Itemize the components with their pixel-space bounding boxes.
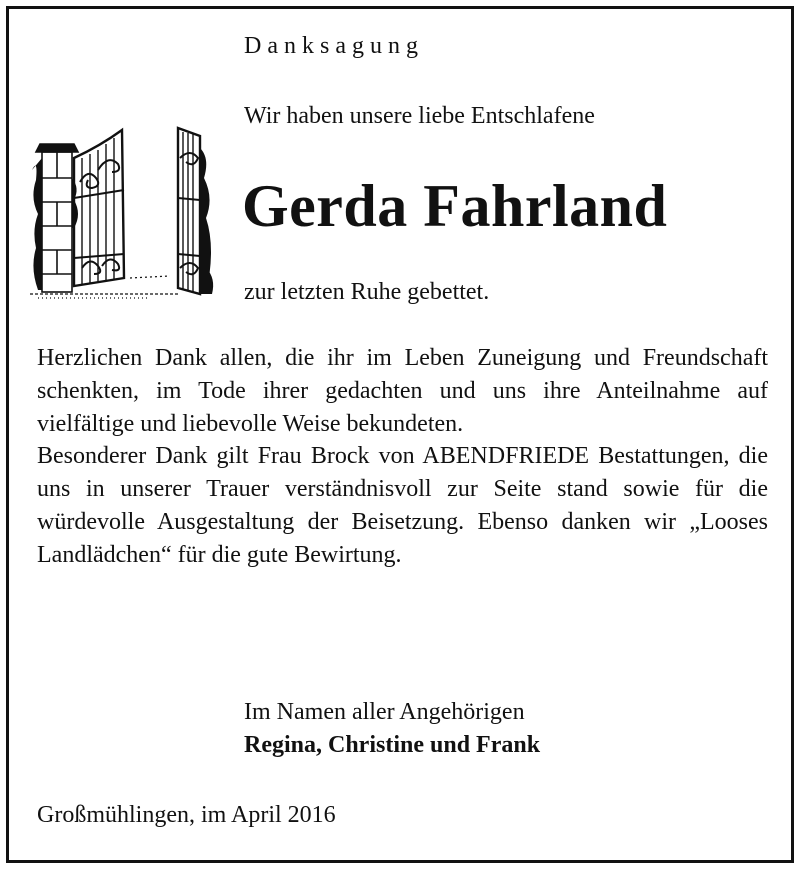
paragraph-2: Besonderer Dank gilt Frau Brock von ABENDFRIEDE Bestattungen, die uns in unserer Trauer verständnisvoll zur Seite stand sowie für die würdevolle Ausgestaltung der Beisetzung. Ebenso danken wir „Looses Landlädchen“ für die gute Bewirtung. <box>37 443 768 568</box>
right-gate-leaf <box>178 128 200 294</box>
stone-pillar <box>36 144 78 292</box>
intro-text: Wir haben unsere liebe Entschlafene <box>244 103 595 129</box>
signature-names: Regina, Christine und Frank <box>244 732 541 758</box>
open-gate-icon <box>30 118 220 303</box>
notice-heading: Danksagung <box>244 33 424 59</box>
left-gate-leaf <box>74 130 124 286</box>
paragraph-1: Herzlichen Dank allen, die ihr im Leben Zuneigung und Freundschaft schenkten, im Tode ihrer gedachten und uns ihre Anteilnahme auf vielfältige und liebevolle Weise bekundeten. <box>37 345 768 437</box>
deceased-name: Gerda Fahrland <box>242 173 668 239</box>
right-foliage <box>200 148 213 294</box>
place-date: Großmühlingen, im April 2016 <box>37 802 336 828</box>
signature-block <box>244 696 540 762</box>
thank-you-text <box>37 342 768 572</box>
rest-line: zur letzten Ruhe gebettet. <box>244 279 490 305</box>
signature-intro: Im Namen aller Angehörigen <box>244 699 525 725</box>
